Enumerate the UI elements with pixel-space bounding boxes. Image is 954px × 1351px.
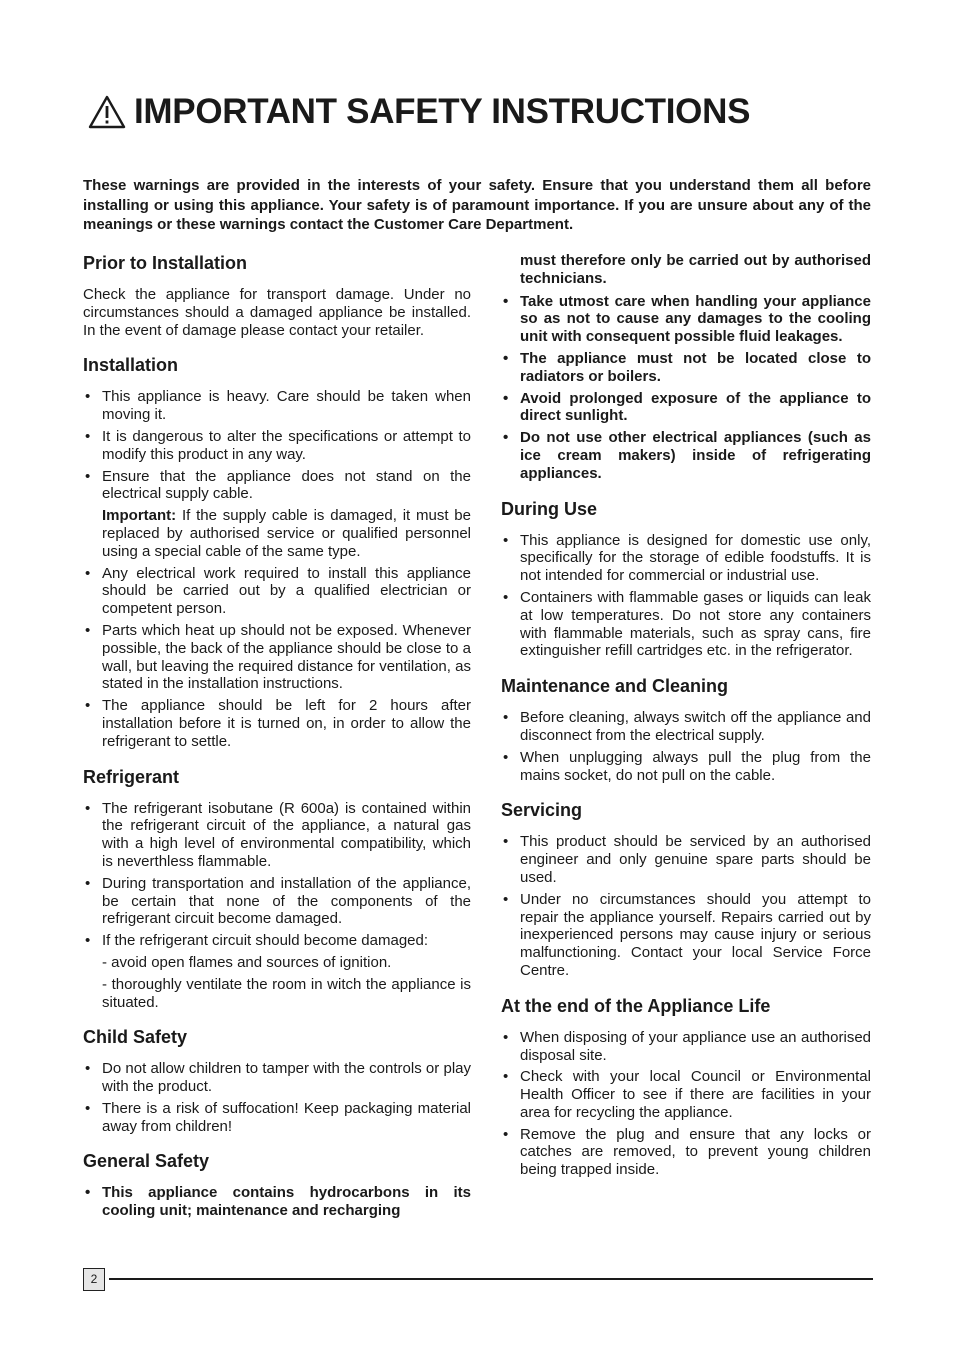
- list-item: • This product should be serviced by an authorised engineer and only genuine spare parts should be used.: [501, 833, 871, 886]
- right-column: [501, 252, 871, 1194]
- important-label: Important:: [102, 507, 177, 525]
- list-item: • When disposing of your appliance use an authorised disposal site.: [501, 1029, 871, 1065]
- section-heading: Refrigerant: [83, 766, 180, 787]
- section-installation: [83, 354, 471, 750]
- bullet-list: [83, 1060, 471, 1135]
- left-column: [83, 252, 471, 1235]
- section-heading: At the end of the Appliance Life: [501, 995, 771, 1016]
- section-maintenance-and-cleaning: [501, 675, 871, 784]
- list-item: • Ensure that the appliance does not stand on the electrical supply cable.: [83, 468, 471, 504]
- list-item: • Parts which heat up should not be exposed. Whenever possible, the back of the appliance should be close to a wall, but leaving the required distance for ventilation, as stated in the installation instructions.: [83, 622, 471, 693]
- section-heading: Servicing: [501, 800, 583, 821]
- list-item: • Containers with flammable gases or liquids can leak at low temperatures. Do not store any containers with flammable materials, such as spray cans, fire extinguisher refill cartridges etc. in the refrigerator.: [501, 589, 871, 660]
- bullet-list: [501, 1029, 871, 1179]
- list-item: • Do not allow children to tamper with the controls or play with the product.: [83, 1060, 471, 1096]
- bullet-list: [501, 532, 871, 661]
- list-item: • The refrigerant isobutane (R 600a) is contained within the refrigerant circuit of the appliance, a natural gas with a high level of environmental compatibility, which is neverthless flammable.: [83, 800, 471, 871]
- list-item: • Do not use other electrical appliances (such as ice cream makers) inside of refrigerating appliances.: [501, 429, 871, 482]
- dash-item: - thoroughly ventilate the room in witch the appliance is situated.: [102, 975, 471, 1011]
- page-title: [88, 92, 750, 132]
- bullet-list: [83, 800, 471, 950]
- list-item: • Under no circumstances should you attempt to repair the appliance yourself. Repairs carried out by inexperienced persons may cause injury or serious malfunctioning. Contact your local Service Force Centre.: [501, 891, 871, 980]
- section-general-safety: [83, 1150, 471, 1220]
- bullet-list: [83, 565, 471, 751]
- section-child-safety: [83, 1026, 471, 1135]
- section-prior-to-installation: [83, 252, 471, 339]
- paragraph: Check the appliance for transport damage. Under no circumstances should a damaged appliance be installed. In the event of damage please contact your retailer.: [83, 286, 471, 339]
- section-heading: General Safety: [83, 1151, 210, 1172]
- bullet-list: [83, 388, 471, 503]
- important-note: [83, 507, 471, 560]
- intro-warning: These warnings are provided in the interests of your safety. Ensure that you understand them all before installing or using this appliance. Your safety is of paramount importance. If you are unsure about any of the meanings or these warnings contact the Customer Care Department.: [83, 177, 871, 233]
- section-general-safety-continued: [501, 252, 871, 483]
- list-item: • This appliance is designed for domestic use only, specifically for the storage of edible foodstuffs. It is not intended for commercial or industrial use.: [501, 532, 871, 585]
- list-item: • The appliance must not be located close to radiators or boilers.: [501, 350, 871, 386]
- bullet-list: [501, 293, 871, 483]
- list-item: • There is a risk of suffocation! Keep packaging material away from children!: [83, 1100, 471, 1136]
- list-item: • During transportation and installation of the appliance, be certain that none of the components of the refrigerant circuit become damaged.: [83, 875, 471, 928]
- section-servicing: [501, 799, 871, 979]
- list-item: • It is dangerous to alter the specifications or attempt to modify this product in any way.: [83, 428, 471, 464]
- list-item: • Take utmost care when handling your appliance so as not to cause any damages to the cooling unit with consequent possible fluid leakages.: [501, 293, 871, 346]
- section-heading: Child Safety: [83, 1027, 188, 1048]
- list-item: • Avoid prolonged exposure of the appliance to direct sunlight.: [501, 390, 871, 426]
- section-end-of-appliance-life: [501, 995, 871, 1179]
- section-heading: Installation: [83, 355, 179, 376]
- section-heading: Maintenance and Cleaning: [501, 676, 729, 697]
- page-number: 2: [83, 1268, 105, 1291]
- list-item: • This appliance contains hydrocarbons in its cooling unit; maintenance and recharging: [83, 1184, 471, 1220]
- list-item: • Remove the plug and ensure that any locks or catches are removed, to prevent young children being trapped inside.: [501, 1126, 871, 1179]
- list-item: • If the refrigerant circuit should become damaged:: [83, 932, 471, 950]
- warning-triangle-icon: [88, 95, 126, 129]
- footer-rule: [109, 1278, 873, 1280]
- list-item: • This appliance is heavy. Care should be taken when moving it.: [83, 388, 471, 424]
- list-item: • Any electrical work required to install this appliance should be carried out by a qualified electrician or competent person.: [83, 565, 471, 618]
- important-text: If the supply cable is damaged, it must be replaced by authorised service or qualified personnel using a special cable of the same type.: [102, 507, 471, 560]
- page-footer: [83, 1268, 873, 1291]
- list-item: • Before cleaning, always switch off the appliance and disconnect from the electrical supply.: [501, 709, 871, 745]
- bullet-list: [83, 1184, 471, 1220]
- list-item: • Check with your local Council or Environmental Health Officer to see if there are facilities in your area for recycling the appliance.: [501, 1068, 871, 1121]
- section-refrigerant: [83, 766, 471, 1012]
- dash-item: - avoid open flames and sources of ignition.: [102, 953, 392, 971]
- section-during-use: [501, 498, 871, 661]
- bullet-list: [501, 833, 871, 979]
- page-title-text: IMPORTANT SAFETY INSTRUCTIONS: [134, 92, 751, 131]
- section-heading: During Use: [501, 498, 598, 519]
- list-item-continuation: must therefore only be carried out by authorised technicians.: [520, 252, 871, 287]
- list-item: • The appliance should be left for 2 hours after installation before it is turned on, in order to allow the refrigerant to settle.: [83, 697, 471, 750]
- list-item: • When unplugging always pull the plug from the mains socket, do not pull on the cable.: [501, 749, 871, 785]
- bullet-list: [501, 709, 871, 784]
- section-heading: Prior to Installation: [83, 253, 248, 273]
